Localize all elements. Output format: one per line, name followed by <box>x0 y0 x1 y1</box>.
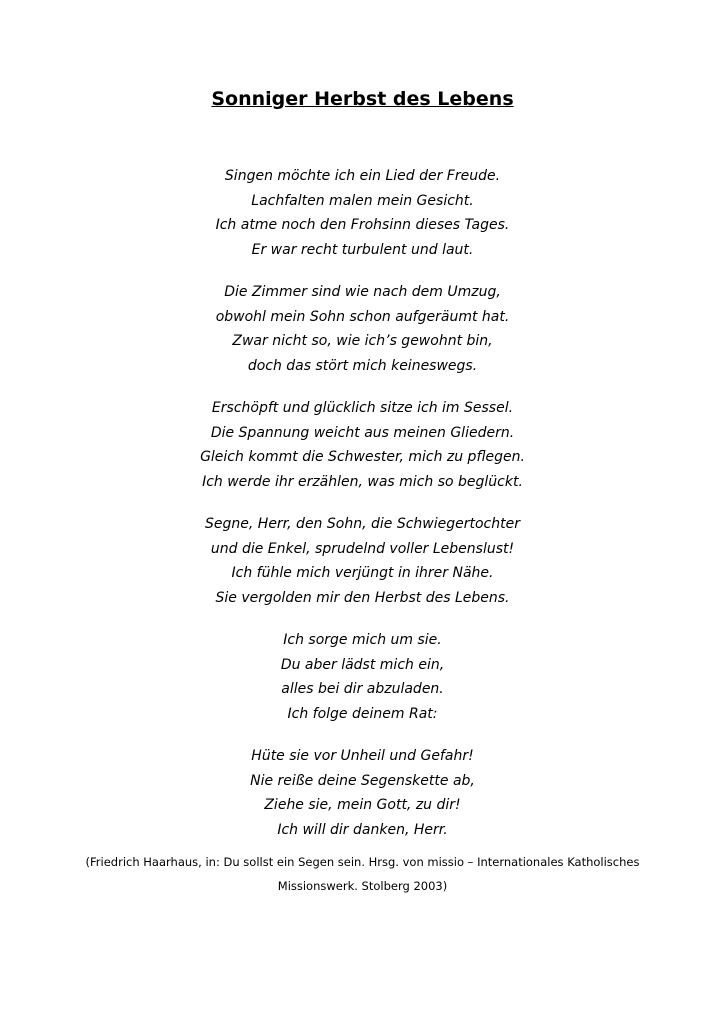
stanza <box>0 280 725 378</box>
source-line: Missionswerk. Stolberg 2003) <box>277 879 448 893</box>
stanza <box>0 164 725 262</box>
source-citation <box>60 850 665 898</box>
poem-line: und die Enkel, sprudelnd voller Lebenslust! <box>210 540 515 557</box>
source-line: (Friedrich Haarhaus, in: Du sollst ein Segen sein. Hrsg. von missio – Internationales Katholisches <box>85 855 640 869</box>
poem-line: obwohl mein Sohn schon aufgeräumt hat. <box>215 308 510 325</box>
poem-line: Erschöpft und glücklich sitze ich im Sessel. <box>211 400 514 416</box>
poem-line: Sie vergolden mir den Herbst des Lebens. <box>215 589 510 606</box>
poem-line: Ich fühle mich verjüngt in ihrer Nähe. <box>231 565 494 581</box>
poem-title: Sonniger Herbst des Lebens <box>211 88 514 110</box>
poem-line: Ich will dir danken, Herr. <box>277 821 448 838</box>
poem-line: Segne, Herr, den Sohn, die Schwiegertochter <box>205 516 520 532</box>
poem-line: alles bei dir abzuladen. <box>281 681 444 697</box>
poem-line: Gleich kommt die Schwester, mich zu pflegen. <box>200 449 525 465</box>
poem-line: Ich folge deinem Rat: <box>287 705 438 722</box>
poem-line: Lachfalten malen mein Gesicht. <box>251 192 474 209</box>
stanza <box>0 512 725 610</box>
poem-line: Er war recht turbulent und laut. <box>251 241 474 258</box>
poem-line: Ich sorge mich um sie. <box>283 632 442 648</box>
stanza <box>0 396 725 494</box>
poem-line: Hüte sie vor Unheil und Gefahr! <box>251 748 474 764</box>
poem-line: Du aber lädst mich ein, <box>280 656 445 673</box>
poem-line: Die Spannung weicht aus meinen Gliedern. <box>210 424 515 441</box>
poem-line: doch das stört mich keineswegs. <box>247 357 478 374</box>
poem-line: Ich atme noch den Frohsinn dieses Tages. <box>215 217 510 233</box>
poem-line: Ich werde ihr erzählen, was mich so beglückt. <box>202 473 523 490</box>
poem-line: Ziehe sie, mein Gott, zu dir! <box>264 797 461 813</box>
poem-body <box>0 164 725 860</box>
poem-line: Die Zimmer sind wie nach dem Umzug, <box>224 284 501 300</box>
poem-line: Nie reiße deine Segenskette ab, <box>250 772 475 789</box>
poem-line: Zwar nicht so, wie ich’s gewohnt bin, <box>232 333 493 349</box>
stanza <box>0 744 725 842</box>
poem-line: Singen möchte ich ein Lied der Freude. <box>224 168 501 184</box>
stanza <box>0 628 725 726</box>
